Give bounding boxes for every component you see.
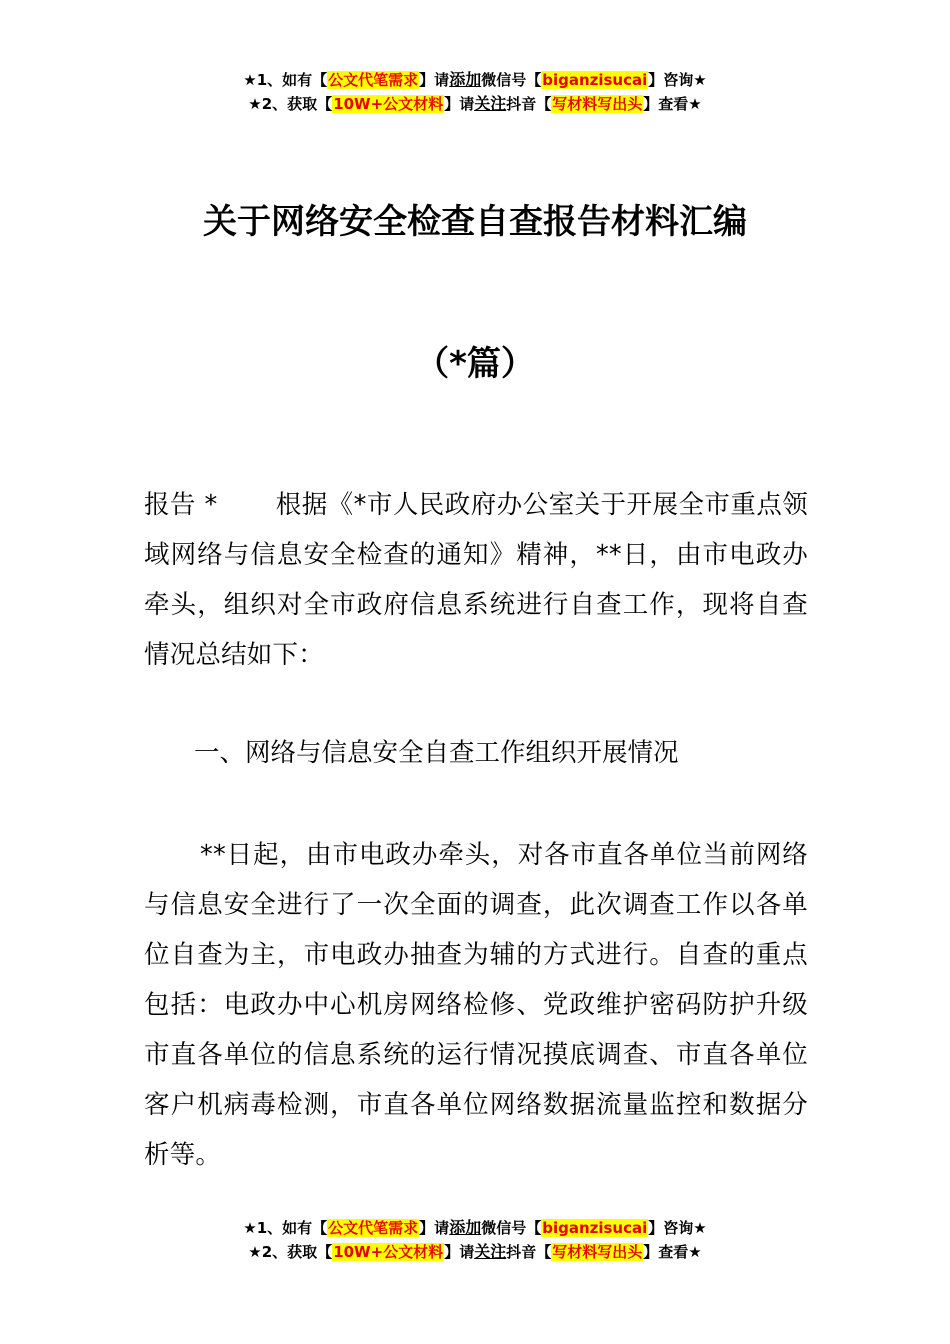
document-subtitle: （*篇）: [415, 344, 535, 384]
banner-line-1: [0, 68, 950, 92]
banner-text: 】查看★: [643, 95, 702, 113]
banner-text: 】请: [419, 71, 450, 89]
banner-emphasis: 添加: [449, 70, 482, 89]
banner-text: 】请: [419, 1219, 450, 1237]
banner-text: 】查看★: [643, 1243, 702, 1261]
bottom-banner: [0, 1216, 950, 1264]
banner-highlight: 公文代笔需求: [328, 71, 419, 89]
banner-emphasis: 添加: [449, 1218, 482, 1237]
banner-highlight: 10W+公文材料: [333, 95, 444, 113]
banner-emphasis: 关注: [474, 94, 507, 113]
banner-text: 】请: [444, 95, 475, 113]
banner-text: 抖音【: [506, 95, 552, 113]
banner-highlight: biganzisucai: [542, 1219, 648, 1237]
banner-text: ★2、获取【: [248, 1243, 333, 1261]
banner-text: 抖音【: [506, 1243, 552, 1261]
banner-highlight: 写材料写出头: [552, 95, 643, 113]
banner-line-2: [0, 92, 950, 116]
banner-line-1: [0, 1216, 950, 1240]
banner-text: 微信号【: [481, 71, 542, 89]
banner-highlight: 写材料写出头: [552, 1243, 643, 1261]
banner-text: ★2、获取【: [248, 95, 333, 113]
intro-paragraph: [144, 480, 808, 680]
banner-text: 】咨询★: [648, 1219, 707, 1237]
banner-text: 微信号【: [481, 1219, 542, 1237]
banner-text: 】咨询★: [648, 71, 707, 89]
banner-text: 】请: [444, 1243, 475, 1261]
banner-emphasis: 关注: [474, 1242, 507, 1261]
banner-text: ★1、如有【: [243, 71, 328, 89]
document-title: 关于网络安全检查自查报告材料汇编: [203, 202, 747, 242]
banner-line-2: [0, 1240, 950, 1264]
banner-highlight: 10W+公文材料: [333, 1243, 444, 1261]
intro-label: 报告 *: [144, 490, 218, 520]
banner-highlight: biganzisucai: [542, 71, 648, 89]
top-banner: [0, 68, 950, 116]
banner-text: ★1、如有【: [243, 1219, 328, 1237]
intro-body: 根据《*市人民政府办公室关于开展全市重点领域网络与信息安全检查的通知》精神，**日，由市电政办牵头，组织对全市政府信息系统进行自查工作，现将自查情况总结如下：: [144, 490, 809, 670]
section-heading: 一、网络与信息安全自查工作组织开展情况: [194, 738, 679, 768]
banner-highlight: 公文代笔需求: [328, 1219, 419, 1237]
section-body: **日起，由市电政办牵头，对各市直各单位当前网络与信息安全进行了一次全面的调查，此次调查工作以各单位自查为主，市电政办抽查为辅的方式进行。自查的重点包括：电政办中心机房网络检修、党政维护密码防护升级市直各单位的信息系统的运行情况摸底调查、市直各单位客户机病毒检测，市直各单位网络数据流量监控和数据分析等。: [144, 840, 808, 1170]
